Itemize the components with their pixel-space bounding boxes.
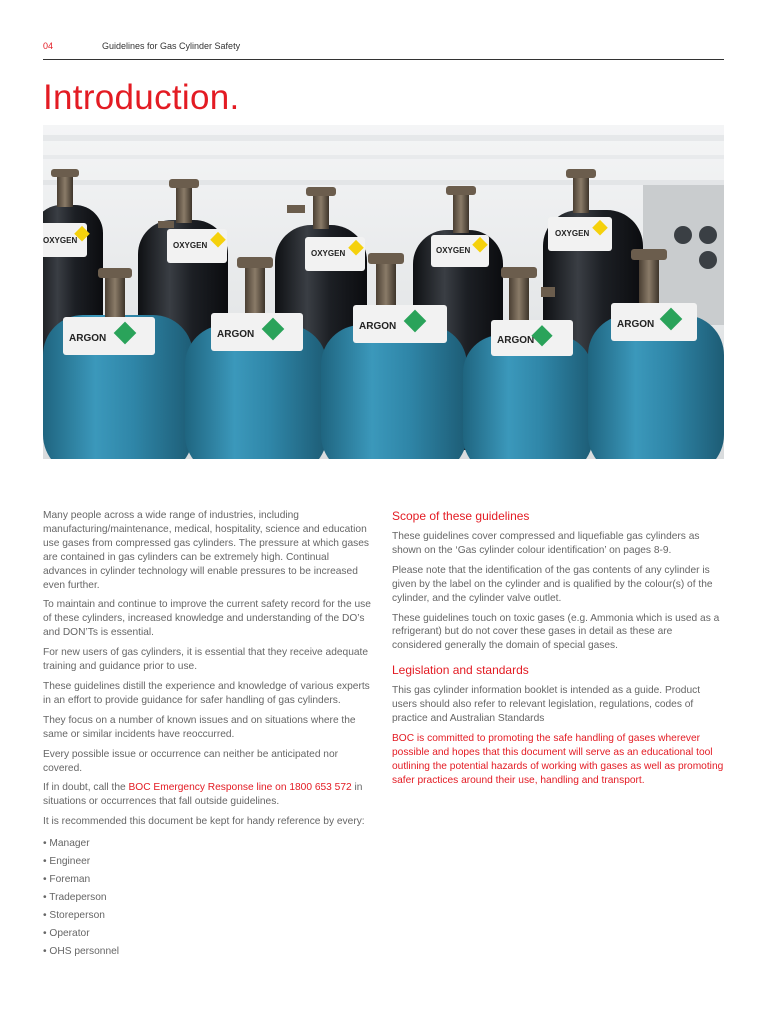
svg-text:ARGON: ARGON [69,333,107,344]
intro-paragraph-1: Many people across a wide range of industries, including manufacturing/maintenance, medical, hospitality, science and education use gases from compressed gas cylinders. The pressure at which gases are contained in gas cylinders can be extremely high. Continual advances in cylinder technology will enable pressures to be increased even further. [43,510,369,591]
legislation-heading: Legislation and standards [392,663,529,678]
svg-text:OXYGEN: OXYGEN [311,249,346,258]
scope-paragraph-3: These guidelines touch on toxic gases (e.g. Ammonia which is used as a refrigerant) but do not cover these gases in detail as these are considered generally the domain of special gases. [392,612,720,652]
svg-text:OXYGEN: OXYGEN [173,241,208,250]
right-column [392,509,724,794]
legislation-paragraph-2: BOC is committed to promoting the safe handling of gases wherever possible and hopes that this document will serve as an educational tool outlining the potential hazards of working with gases as well as promoting safer practices around their use, handling and transport. [392,732,724,786]
audience-list [43,835,373,961]
intro-paragraph-6: Every possible issue or occurrence can neither be anticipated nor covered. [43,748,339,774]
page-title: Introduction. [43,78,240,117]
legislation-paragraph-1: This gas cylinder information booklet is intended as a guide. Product users should also refer to relevant legislation, regulations, codes of practice and Australian Standards [392,685,701,725]
page-header [43,41,724,60]
list-item: • Tradeperson [43,889,373,907]
intro-paragraph-5: They focus on a number of known issues and on situations where the same or similar incidents have reoccurred. [43,714,356,740]
emergency-text-before: If in doubt, call the [43,782,129,794]
list-item: • Engineer [43,853,373,871]
svg-text:ARGON: ARGON [359,321,397,332]
intro-paragraph-4: These guidelines distill the experience and knowledge of various experts in an effort to provide guidance for safer handling of gas cylinders. [43,680,370,706]
list-item: • Operator [43,925,373,943]
svg-text:OXYGEN: OXYGEN [43,236,78,245]
svg-text:ARGON: ARGON [217,329,255,340]
svg-text:OXYGEN: OXYGEN [436,246,471,255]
intro-paragraph-3: For new users of gas cylinders, it is essential that they receive adequate training and guidance prior to use. [43,647,369,673]
intro-paragraph-2: To maintain and continue to improve the current safety record for the use of these cylinders, increased knowledge and understanding of the DO’s and DON’Ts is essential. [43,599,371,639]
gas-cylinders-photo [43,125,724,459]
intro-paragraph-8: It is recommended this document be kept for handy reference by every: [43,816,365,828]
page-number: 04 [43,41,54,51]
svg-text:ARGON: ARGON [617,319,655,330]
left-column [43,509,373,961]
list-item: • Storeperson [43,907,373,925]
svg-text:OXYGEN: OXYGEN [555,229,590,238]
emergency-phone-link[interactable]: BOC Emergency Response line on 1800 653 572 [128,782,352,794]
scope-paragraph-1: These guidelines cover compressed and liquefiable gas cylinders as shown on the ‘Gas cylinder colour identification’ on pages 8-9. [392,531,700,556]
scope-paragraph-2: Please note that the identification of the gas contents of any cylinder is given by the label on the cylinder and is qualified by the colour(s) of the cylinder, and the cylinder valve outlet. [392,564,713,604]
list-item: • Manager [43,835,373,853]
emergency-text-after: in situations or occurrences that fall outside guidelines. [43,782,363,808]
list-item: • OHS personnel [43,943,373,961]
svg-text:ARGON: ARGON [497,335,535,346]
scope-heading: Scope of these guidelines [392,509,530,523]
list-item: • Foreman [43,871,373,889]
emergency-paragraph [43,781,373,809]
running-title: Guidelines for Gas Cylinder Safety [102,41,241,51]
